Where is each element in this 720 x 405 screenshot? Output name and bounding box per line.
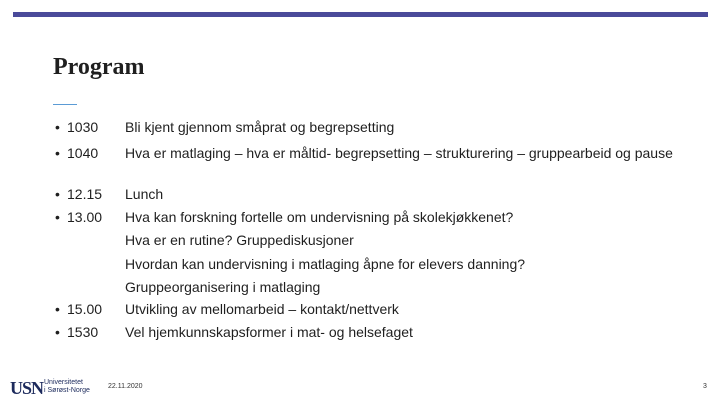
agenda-description: Lunch xyxy=(125,186,164,202)
bullet: • xyxy=(55,145,60,161)
top-accent-bar xyxy=(13,12,708,17)
bullet: • xyxy=(55,209,60,225)
logo-line-2: i Sørøst-Norge xyxy=(44,387,90,394)
footer-date: 22.11.2020 xyxy=(108,383,143,390)
bullet: • xyxy=(55,301,60,317)
slide-title: Program xyxy=(53,54,145,80)
agenda-description: Hva kan forskning fortelle om undervisning på skolekjøkkenet? xyxy=(125,209,514,225)
agenda-time: 13.00 xyxy=(67,209,103,225)
agenda-time: 1530 xyxy=(67,324,99,340)
agenda-description: Hva er matlaging – hva er måltid- begrepsetting – strukturering – gruppearbeid og pause xyxy=(125,145,673,161)
agenda-description: Gruppeorganisering i matlaging xyxy=(125,279,321,295)
agenda-time: 12.15 xyxy=(67,186,103,202)
logo-line-1: Universitetet xyxy=(44,379,83,386)
agenda-time: 15.00 xyxy=(67,301,103,317)
agenda-time: 1040 xyxy=(67,145,99,161)
agenda-description: Utvikling av mellomarbeid – kontakt/nettverk xyxy=(125,301,399,317)
agenda-description: Vel hjemkunnskapsformer i mat- og helsefaget xyxy=(125,324,413,340)
agenda-description: Hvordan kan undervisning i matlaging åpne for elevers danning? xyxy=(125,256,526,272)
agenda-time: 1030 xyxy=(67,119,99,135)
logo-wordmark xyxy=(44,379,90,395)
bullet: • xyxy=(55,119,60,135)
title-underline xyxy=(53,104,77,105)
bullet: • xyxy=(55,186,60,202)
page-number: 3 xyxy=(703,383,707,390)
logo-mark: USN xyxy=(10,378,44,398)
bullet: • xyxy=(55,324,60,340)
agenda-description: Bli kjent gjennom småprat og begrepsetting xyxy=(125,119,395,135)
agenda-description: Hva er en rutine? Gruppediskusjoner xyxy=(125,232,354,248)
